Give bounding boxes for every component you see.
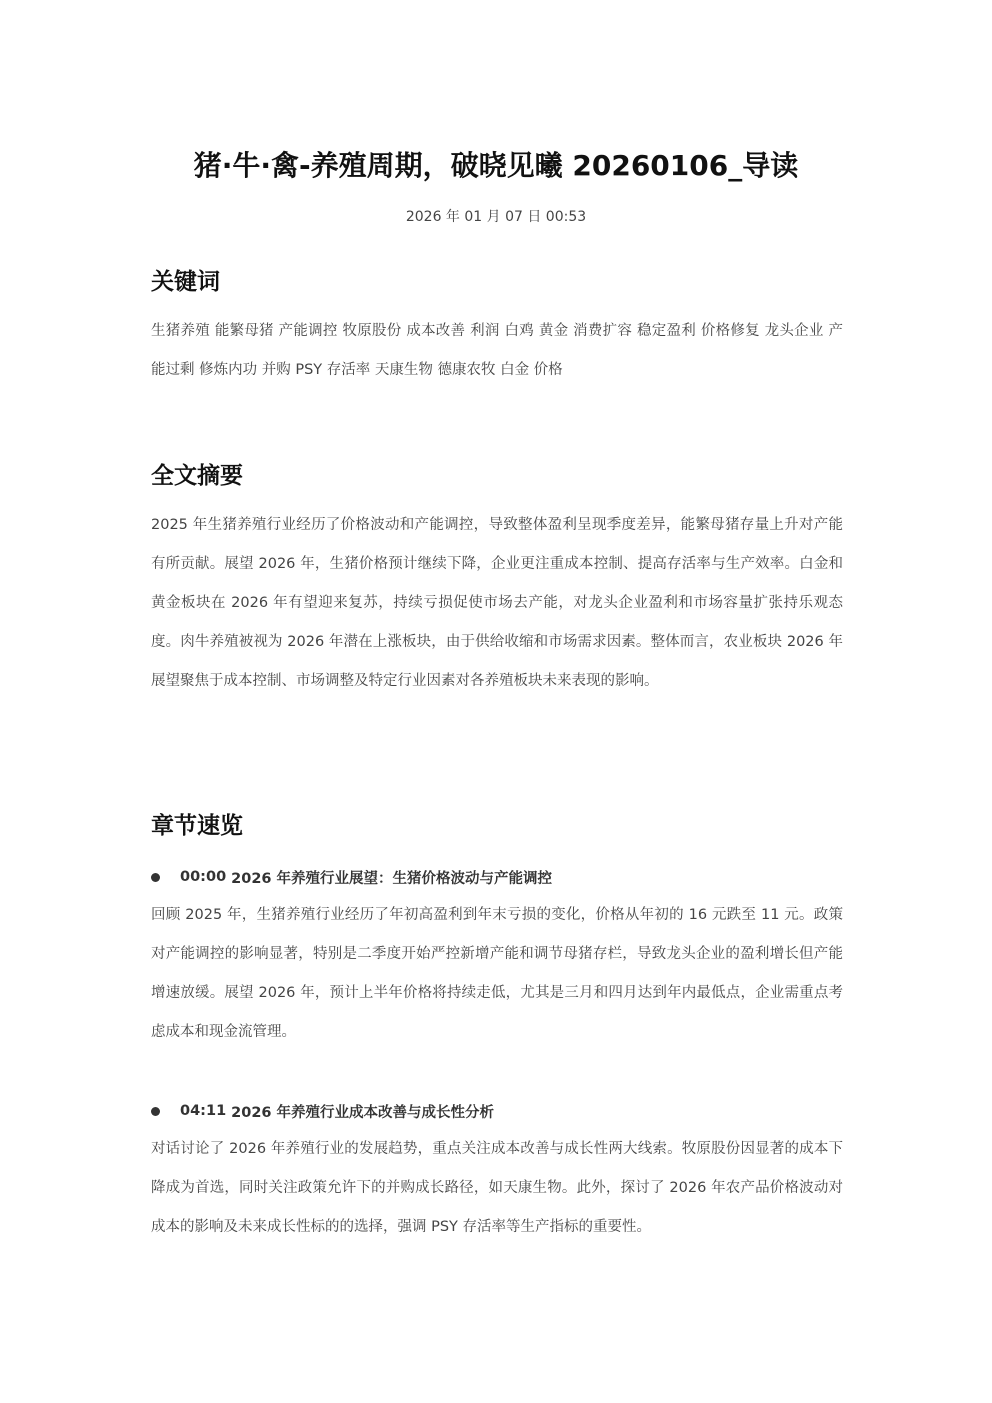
keywords-heading: 关键词 [151, 269, 220, 295]
chapters-heading: 章节速览 [151, 813, 243, 839]
chapter-title-text: 2026 年养殖行业展望：生猪价格波动与产能调控 [231, 870, 553, 887]
chapter-item-text: 对话讨论了 2026 年养殖行业的发展趋势，重点关注成本改善与成长性两大线索。牧原股份因显著的成本下降成为首选，同时关注政策允许下的并购成长路径，如天康生物。此外，探讨了 2026 年农产品价格波动对成本的影响及未来成长性标的的选择，强调 PSY 存活率等生产指标的重要性。 [151, 1141, 843, 1235]
document-title: 猪·牛·禽-养殖周期，破晓见曦 20260106_导读 [193, 149, 799, 182]
document-date: 2026 年 01 月 07 日 00:53 [405, 209, 587, 225]
keywords-text: 生猪养殖 能繁母猪 产能调控 牧原股份 成本改善 利润 白鸡 黄金 消费扩容 稳定盈利 价格修复 龙头企业 产能过剩 修炼内功 并购 PSY 存活率 天康生物 德康农牧 白金 价格 [151, 323, 843, 378]
bullet-icon [151, 1107, 160, 1116]
chapter-item-title [151, 864, 843, 890]
chapter-title-text: 2026 年养殖行业成本改善与成长性分析 [231, 1104, 495, 1121]
chapter-timestamp: 00:00 [180, 869, 227, 885]
chapter-timestamp: 04:11 [180, 1103, 227, 1119]
summary-text: 2025 年生猪养殖行业经历了价格波动和产能调控，导致整体盈利呈现季度差异，能繁母猪存量上升对产能有所贡献。展望 2026 年，生猪价格预计继续下降，企业更注重成本控制、提高存活率与生产效率。白金和黄金板块在 2026 年有望迎来复苏，持续亏损促使市场去产能，对龙头企业盈利和市场容量扩张持乐观态度。肉牛养殖被视为 2026 年潜在上涨板块，由于供给收缩和市场需求因素。整体而言，农业板块 2026 年展望聚焦于成本控制、市场调整及特定行业因素对各养殖板块未来表现的影响。 [151, 517, 843, 689]
summary-heading: 全文摘要 [151, 463, 243, 489]
chapter-item-text: 回顾 2025 年，生猪养殖行业经历了年初高盈利到年末亏损的变化，价格从年初的 16 元跌至 11 元。政策对产能调控的影响显著，特别是二季度开始严控新增产能和调节母猪存栏，导致龙头企业的盈利增长但产能增速放缓。展望 2026 年，预计上半年价格将持续走低，尤其是三月和四月达到年内最低点，企业需重点考虑成本和现金流管理。 [151, 907, 843, 1040]
chapter-item-title [151, 1098, 843, 1124]
bullet-icon [151, 873, 160, 882]
